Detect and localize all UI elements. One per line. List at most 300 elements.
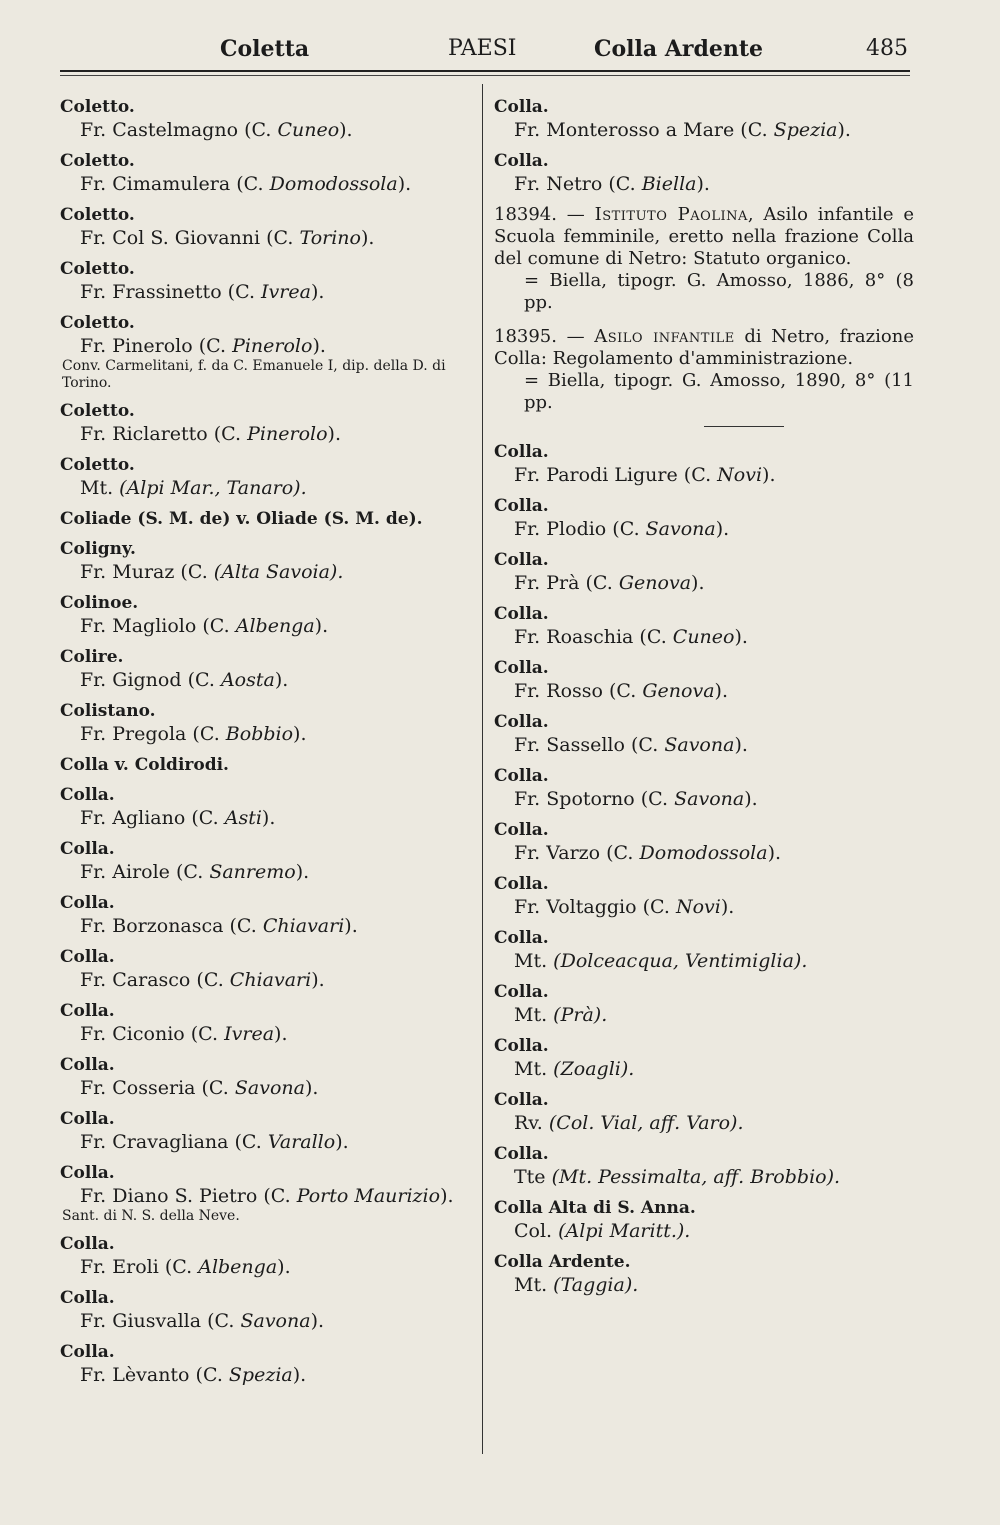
entry-ref-close: ).: [762, 464, 776, 486]
entry-type-abbr: Tte: [514, 1166, 552, 1188]
entry-ref-open: (C.: [238, 119, 278, 141]
entry-type-abbr: Fr.: [80, 1310, 113, 1332]
entry-headword: Colla Alta di S. Anna.: [494, 1198, 696, 1218]
entry-headword: Coletto.: [60, 401, 135, 421]
entry-location-line: [494, 1165, 914, 1189]
entry-reference: Ivrea: [261, 281, 311, 303]
entry-headword: Colinoe.: [60, 593, 139, 613]
entry-type-abbr: Fr.: [514, 173, 547, 195]
entry-type-abbr: Col.: [514, 1220, 559, 1242]
entry-headword: Coletto.: [60, 97, 135, 117]
entry-type-abbr: Fr.: [514, 896, 547, 918]
entry-place: Sassello: [546, 734, 625, 756]
entry-reference: Asti: [224, 807, 262, 829]
entry-headword: Colla.: [60, 893, 115, 913]
entry-reference: Chiavari: [262, 915, 345, 937]
entry-location-line: [60, 1255, 470, 1279]
gazetteer-entry: [60, 784, 470, 830]
record-text: , Asilo infantile e Scuola femminile, eretto nella frazione Colla del comune di Netro: Statuto organico.: [494, 204, 914, 269]
entry-reference: (Alpi Maritt.).: [558, 1220, 691, 1242]
entry-headword: Colla.: [494, 97, 549, 117]
entry-location-line: [494, 517, 914, 541]
entry-reference: (Taggia).: [553, 1274, 639, 1296]
entry-reference: Novi: [717, 464, 763, 486]
entry-type-abbr: Fr.: [80, 173, 113, 195]
right-column-bottom-entries: [494, 441, 914, 1297]
entry-place: Cosseria: [112, 1077, 196, 1099]
entry-place: Pregola: [112, 723, 187, 745]
entry-reference: Pinerolo: [247, 423, 328, 445]
entry-headword: Colla.: [60, 839, 115, 859]
entry-note: Sant. di N. S. della Neve.: [62, 1208, 240, 1224]
entry-location-line: [60, 226, 470, 250]
entry-place: Giusvalla: [112, 1310, 202, 1332]
entry-ref-close: ).: [344, 915, 358, 937]
entry-place: Borzonasca: [112, 915, 224, 937]
entry-type-abbr: Fr.: [80, 1364, 113, 1386]
entry-headword: Colla.: [494, 820, 549, 840]
entry-ref-close: ).: [734, 734, 748, 756]
entry-place: Monterosso a Mare: [546, 119, 735, 141]
entry-reference: (Col. Vial, aff. Varo).: [548, 1112, 744, 1134]
entry-place: Airole: [112, 861, 170, 883]
entry-headword: Coligny.: [60, 539, 136, 559]
entry-reference: Genova: [618, 572, 692, 594]
entry-location-line: [494, 118, 914, 142]
entry-reference: Albenga: [235, 615, 315, 637]
entry-location-line: [494, 787, 914, 811]
entry-ref-open: (C.: [677, 464, 718, 486]
entry-headword: Colla.: [494, 874, 549, 894]
entry-headword: Colla.: [60, 1234, 115, 1254]
entry-location-line: [494, 1273, 914, 1297]
entry-type-abbr: Rv.: [514, 1112, 549, 1134]
entry-ref-close: ).: [715, 518, 730, 540]
entry-type-abbr: Mt.: [514, 1004, 554, 1026]
right-column: [494, 96, 914, 1305]
entry-location-line: [494, 1219, 914, 1243]
record-text: di Netro, frazione Colla: Regolamento d'amministrazione.: [494, 326, 914, 369]
entry-ref-open: (C.: [181, 669, 221, 691]
gazetteer-entry: [60, 592, 470, 638]
entry-ref-close: ).: [720, 896, 735, 918]
entry-reference: Ivrea: [224, 1023, 275, 1045]
gazetteer-entry: [60, 204, 470, 250]
entry-location-line: [60, 422, 470, 446]
entry-ref-open: (C.: [636, 896, 676, 918]
gazetteer-entry: [60, 1341, 470, 1387]
entry-headword: Coletto.: [60, 205, 135, 225]
entry-location-line: [60, 172, 470, 196]
entry-ref-close: ).: [314, 615, 329, 637]
entry-type-abbr: Fr.: [80, 423, 113, 445]
entry-type-abbr: Fr.: [514, 680, 547, 702]
entry-headword: Colistano.: [60, 701, 156, 721]
entry-headword: Coletto.: [60, 313, 135, 333]
header-rule-thin: [60, 75, 910, 76]
entry-reference: Domodossola: [639, 842, 768, 864]
entry-type-abbr: Fr.: [80, 1185, 113, 1207]
entry-reference: (Prà).: [553, 1004, 608, 1026]
entry-headword: Colla.: [494, 151, 549, 171]
entry-place: Gignod: [112, 669, 182, 691]
entry-place: Varzo: [546, 842, 601, 864]
entry-reference: (Alpi Mar., Tanaro).: [119, 477, 307, 499]
entry-type-abbr: Fr.: [80, 723, 113, 745]
entry-ref-open: (C.: [260, 227, 300, 249]
entry-ref-open: (C.: [633, 626, 673, 648]
entry-ref-open: (C.: [192, 335, 233, 357]
entry-headword: Colla.: [494, 1144, 549, 1164]
gazetteer-entry: [60, 838, 470, 884]
entry-ref-close: ).: [312, 335, 326, 357]
entry-location-line: [494, 679, 914, 703]
entry-place: Rosso: [546, 680, 603, 702]
entry-type-abbr: Fr.: [80, 227, 113, 249]
entry-ref-open: (C.: [184, 1023, 225, 1045]
entry-headword: Colla.: [494, 1090, 549, 1110]
entry-place: Muraz: [112, 561, 175, 583]
entry-ref-close: ).: [714, 680, 728, 702]
gazetteer-entry: [494, 873, 914, 919]
gazetteer-entry: [494, 495, 914, 541]
entry-headword: Colla.: [494, 982, 549, 1002]
entry-location-line: [494, 1057, 914, 1081]
entry-reference: Domodossola: [269, 173, 398, 195]
entry-location-line: [60, 722, 470, 746]
entry-ref-open: (C.: [169, 861, 210, 883]
entry-headword: Colla.: [494, 496, 549, 516]
entry-headword: Colla.: [494, 442, 549, 462]
entry-location-line: [494, 1003, 914, 1027]
gazetteer-entry: [60, 150, 470, 196]
entry-place: Ciconio: [112, 1023, 185, 1045]
entry-ref-close: ).: [293, 723, 307, 745]
entry-ref-close: ).: [261, 807, 276, 829]
entry-type-abbr: Fr.: [80, 669, 113, 691]
entry-ref-close: ).: [310, 1310, 325, 1332]
entry-type-abbr: Fr.: [514, 518, 547, 540]
entry-headword: Colla.: [60, 947, 115, 967]
entry-location-line: [60, 334, 470, 358]
entry-ref-open: (C.: [600, 842, 640, 864]
entry-headword: Colla.: [60, 1001, 115, 1021]
entry-ref-open: (C.: [195, 1077, 235, 1099]
header-rule-thick: [60, 70, 910, 72]
entry-type-abbr: Fr.: [80, 561, 113, 583]
page-header: [60, 36, 910, 68]
entry-location-line: [60, 1184, 470, 1208]
entry-type-abbr: Fr.: [80, 1131, 113, 1153]
entry-ref-open: (C.: [196, 615, 236, 637]
gazetteer-entry: [494, 927, 914, 973]
entry-ref-close: ).: [295, 861, 310, 883]
gazetteer-entry: [60, 754, 470, 776]
gazetteer-entry: [60, 312, 470, 392]
entry-location-line: [60, 1363, 470, 1387]
bibliography-record: [494, 326, 914, 414]
entry-ref-close: ).: [691, 572, 705, 594]
entry-place: Roaschia: [546, 626, 634, 648]
entry-ref-close: ).: [360, 227, 375, 249]
entry-headword: Colla.: [494, 658, 549, 678]
entry-type-abbr: Mt.: [514, 1274, 554, 1296]
entry-type-abbr: Fr.: [80, 969, 113, 991]
entry-ref-open: (C.: [602, 173, 642, 195]
entry-location-line: [60, 560, 470, 584]
entry-reference: Varallo: [267, 1131, 336, 1153]
entry-ref-open: (C.: [579, 572, 619, 594]
entry-type-abbr: Fr.: [514, 572, 547, 594]
gazetteer-entry: [60, 892, 470, 938]
gazetteer-entry: [494, 981, 914, 1027]
entry-place: Diano S. Pietro: [112, 1185, 258, 1207]
entry-type-abbr: Fr.: [80, 1077, 113, 1099]
entry-type-abbr: Mt.: [514, 950, 554, 972]
entry-place: Spotorno: [546, 788, 635, 810]
entry-type-abbr: Fr.: [514, 464, 547, 486]
record-publication: = Biella, tipogr. G. Amosso, 1890, 8° (11 pp.: [524, 370, 914, 413]
entry-location-line: [60, 280, 470, 304]
gazetteer-entry: [60, 1233, 470, 1279]
entry-reference: (Zoagli).: [553, 1058, 635, 1080]
entry-reference: Spezia: [773, 119, 838, 141]
entry-place: Pinerolo: [112, 335, 193, 357]
entry-ref-close: ).: [274, 669, 289, 691]
entry-ref-close: ).: [274, 1023, 288, 1045]
gazetteer-entry: [494, 603, 914, 649]
entry-reference: Torino: [299, 227, 361, 249]
entry-ref-open: (C.: [207, 423, 248, 445]
entry-place: Castelmagno: [112, 119, 239, 141]
entry-headword: Colla.: [494, 712, 549, 732]
entry-reference: Cuneo: [277, 119, 340, 141]
entry-location-line: [494, 625, 914, 649]
entry-reference: Spezia: [228, 1364, 293, 1386]
entry-location-line: [60, 614, 470, 638]
entry-place: Eroli: [112, 1256, 159, 1278]
entry-reference: Savona: [664, 734, 735, 756]
records-separator: [704, 426, 784, 427]
entry-reference: (Alta Savoia).: [213, 561, 344, 583]
entry-location-line: [494, 733, 914, 757]
gazetteer-entry: [60, 508, 470, 530]
gazetteer-entry: [60, 1287, 470, 1333]
entry-headword: Colire.: [60, 647, 124, 667]
entry-location-line: [494, 949, 914, 973]
entry-reference: (Mt. Pessimalta, aff. Brobbio).: [551, 1166, 841, 1188]
entry-ref-close: ).: [440, 1185, 454, 1207]
entry-ref-close: ).: [304, 1077, 319, 1099]
entry-ref-close: ).: [837, 119, 851, 141]
entry-headword: Colla.: [60, 1342, 115, 1362]
entry-location-line: [494, 463, 914, 487]
record-title: Asilo infantile: [594, 326, 735, 347]
entry-place: Lèvanto: [112, 1364, 190, 1386]
header-section-title: PAESI: [448, 36, 517, 61]
gazetteer-entry: [494, 1089, 914, 1135]
gazetteer-entry: [494, 819, 914, 865]
entry-type-abbr: Fr.: [80, 915, 113, 937]
entry-reference: Cuneo: [672, 626, 735, 648]
entry-ref-open: (C.: [174, 561, 214, 583]
entry-place: Carasco: [112, 969, 191, 991]
entry-headword: Colla.: [494, 1036, 549, 1056]
header-left-keyword: Coletta: [220, 36, 310, 62]
entry-ref-open: (C.: [230, 173, 270, 195]
gazetteer-entry: [60, 538, 470, 584]
entry-location-line: [60, 914, 470, 938]
entry-ref-close: ).: [744, 788, 758, 810]
gazetteer-entry: [494, 657, 914, 703]
entry-type-abbr: Mt.: [80, 477, 120, 499]
entry-ref-close: ).: [277, 1256, 291, 1278]
entry-place: Plodio: [546, 518, 607, 540]
entry-type-abbr: Fr.: [514, 119, 547, 141]
entry-location-line: [60, 1309, 470, 1333]
entry-ref-open: (C.: [228, 1131, 268, 1153]
entry-place: Frassinetto: [112, 281, 222, 303]
entry-headword: Colla.: [60, 1055, 115, 1075]
entry-type-abbr: Fr.: [80, 1256, 113, 1278]
entry-place: Prà: [546, 572, 580, 594]
entry-place: Cravagliana: [112, 1131, 229, 1153]
entry-reference: Savona: [645, 518, 716, 540]
entry-type-abbr: Fr.: [514, 626, 547, 648]
entry-type-abbr: Fr.: [80, 335, 113, 357]
entry-type-abbr: Fr.: [80, 119, 113, 141]
gazetteer-entry: [494, 1035, 914, 1081]
entry-type-abbr: Fr.: [514, 734, 547, 756]
gazetteer-entry: [60, 646, 470, 692]
record-number: 18394. —: [494, 204, 595, 225]
entry-type-abbr: Fr.: [80, 615, 113, 637]
entry-headword: Colla.: [494, 604, 549, 624]
entry-reference: Novi: [675, 896, 721, 918]
entry-reference: Savona: [240, 1310, 311, 1332]
entry-location-line: [60, 1130, 470, 1154]
entry-location-line: [60, 668, 470, 692]
entry-place: Magliolo: [112, 615, 197, 637]
entry-ref-close: ).: [734, 626, 748, 648]
gazetteer-entry: [60, 946, 470, 992]
entry-headword: Colla Ardente.: [494, 1252, 631, 1272]
entry-ref-open: (C.: [158, 1256, 199, 1278]
gazetteer-entry: [494, 765, 914, 811]
entry-ref-close: ).: [310, 281, 325, 303]
record-title: Istituto Paolina: [594, 204, 748, 225]
entry-type-abbr: Fr.: [80, 281, 113, 303]
gazetteer-entry: [60, 1000, 470, 1046]
entry-location-line: [60, 476, 470, 500]
gazetteer-entry: [60, 1054, 470, 1100]
entry-place: Netro: [546, 173, 603, 195]
entry-ref-close: ).: [327, 423, 341, 445]
gazetteer-entry: [60, 1108, 470, 1154]
entry-ref-open: (C.: [221, 281, 262, 303]
gazetteer-entry: [60, 96, 470, 142]
entry-ref-close: ).: [397, 173, 412, 195]
entry-location-line: [60, 1076, 470, 1100]
right-column-top-entries: [494, 96, 914, 196]
entry-location-line: [494, 571, 914, 595]
gazetteer-entry: [494, 1197, 914, 1243]
gazetteer-entry: [494, 1251, 914, 1297]
entry-headword: Colla.: [60, 785, 115, 805]
entry-ref-open: (C.: [189, 1364, 229, 1386]
entry-ref-close: ).: [335, 1131, 349, 1153]
entry-type-abbr: Fr.: [80, 861, 113, 883]
gazetteer-entry: [60, 258, 470, 304]
entry-reference: Aosta: [220, 669, 275, 691]
gazetteer-entry: [60, 700, 470, 746]
entry-ref-open: (C.: [185, 807, 225, 829]
entry-location-line: [60, 968, 470, 992]
entry-place: Riclaretto: [112, 423, 208, 445]
entry-place: Cimamulera: [112, 173, 231, 195]
entry-type-abbr: Mt.: [514, 1058, 554, 1080]
entry-reference: Genova: [642, 680, 715, 702]
entry-reference: Chiavari: [229, 969, 312, 991]
record-publication: = Biella, tipogr. G. Amosso, 1886, 8° (8 pp.: [524, 270, 914, 313]
entry-headword: Colla v. Coldirodi.: [60, 755, 229, 775]
entry-place: Parodi Ligure: [546, 464, 678, 486]
entry-headword: Coliade (S. M. de) v. Oliade (S. M. de).: [60, 509, 423, 529]
entry-type-abbr: Fr.: [80, 1023, 113, 1045]
entry-ref-open: (C.: [223, 915, 263, 937]
entry-reference: Savona: [674, 788, 745, 810]
gazetteer-entry: [60, 400, 470, 446]
gazetteer-entry: [494, 711, 914, 757]
gazetteer-entry: [494, 549, 914, 595]
entry-headword: Coletto.: [60, 455, 135, 475]
entry-ref-open: (C.: [634, 788, 675, 810]
entry-type-abbr: Fr.: [80, 807, 113, 829]
entry-ref-open: (C.: [257, 1185, 297, 1207]
column-divider: [482, 84, 483, 1454]
entry-ref-close: ).: [339, 119, 353, 141]
gazetteer-entry: [494, 1143, 914, 1189]
entry-location-line: [60, 118, 470, 142]
entry-ref-open: (C.: [606, 518, 646, 540]
gazetteer-entry: [60, 454, 470, 500]
entry-reference: Albenga: [198, 1256, 278, 1278]
left-column: [60, 96, 470, 1395]
entry-ref-open: (C.: [190, 969, 230, 991]
entry-reference: (Dolceacqua, Ventimiglia).: [553, 950, 808, 972]
entry-location-line: [60, 860, 470, 884]
bibliography-records: [494, 204, 914, 414]
entry-ref-open: (C.: [734, 119, 774, 141]
entry-reference: Sanremo: [209, 861, 296, 883]
entry-headword: Colla.: [494, 766, 549, 786]
entry-reference: Biella: [641, 173, 697, 195]
gazetteer-entry: [494, 150, 914, 196]
entry-headword: Coletto.: [60, 259, 135, 279]
entry-location-line: [494, 895, 914, 919]
entry-type-abbr: Fr.: [514, 842, 547, 864]
entry-headword: Colla.: [60, 1109, 115, 1129]
entry-ref-open: (C.: [624, 734, 665, 756]
entry-ref-close: ).: [767, 842, 782, 864]
entry-headword: Coletto.: [60, 151, 135, 171]
entry-reference: Bobbio: [225, 723, 294, 745]
entry-location-line: [60, 806, 470, 830]
entry-ref-close: ).: [311, 969, 325, 991]
entry-reference: Pinerolo: [232, 335, 313, 357]
entry-headword: Colla.: [60, 1163, 115, 1183]
record-number: 18395. —: [494, 326, 595, 347]
